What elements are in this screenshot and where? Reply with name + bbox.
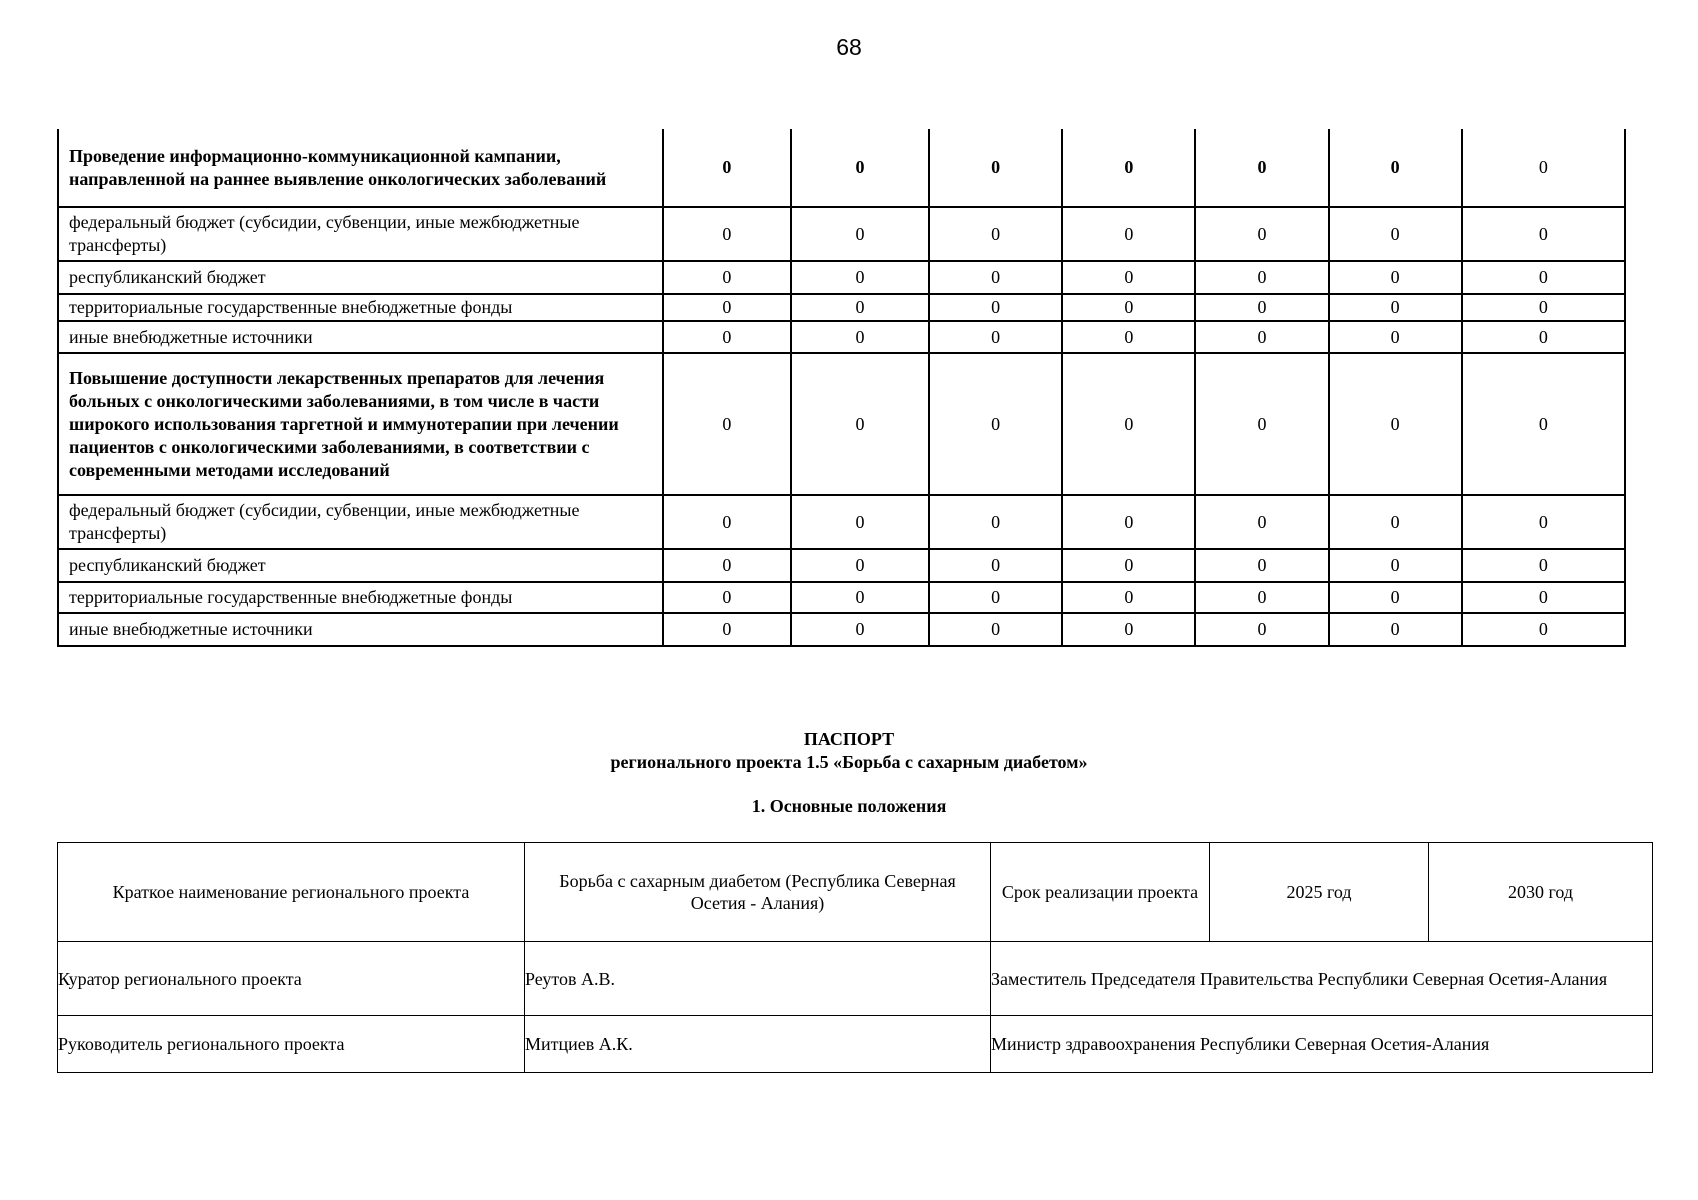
row-label: территориальные государственные внебюджетные фонды [58,294,663,321]
value-cell: 0 [1195,613,1328,646]
value-cell: 0 [1062,495,1195,549]
value-cell: 0 [1329,294,1462,321]
value-cell: 0 [663,613,791,646]
value-cell: 0 [929,129,1062,207]
value-cell: 0 [1462,129,1625,207]
value-cell: 0 [1462,582,1625,613]
value-cell: 0 [929,495,1062,549]
value-cell: 0 [791,321,929,353]
short-name-value: Борьба с сахарным диабетом (Республика Северная Осетия - Алания) [525,843,991,942]
value-cell: 0 [1462,549,1625,582]
value-cell: 0 [1462,495,1625,549]
short-name-label: Краткое наименование регионального проекта [58,843,525,942]
end-year: 2030 год [1429,843,1653,942]
value-cell: 0 [663,261,791,294]
value-cell: 0 [1062,582,1195,613]
value-cell: 0 [929,321,1062,353]
value-cell: 0 [663,549,791,582]
value-cell: 0 [663,495,791,549]
table-row [58,549,1625,582]
passport-subtitle: регионального проекта 1.5 «Борьба с сахарным диабетом» [610,752,1088,772]
value-cell: 0 [1329,261,1462,294]
project-info-table [57,842,1653,1073]
value-cell: 0 [1195,294,1328,321]
value-cell: 0 [663,353,791,495]
value-cell: 0 [1062,321,1195,353]
value-cell: 0 [929,207,1062,261]
value-cell: 0 [1062,129,1195,207]
value-cell: 0 [929,613,1062,646]
value-cell: 0 [663,207,791,261]
value-cell: 0 [1329,129,1462,207]
curator-position: Заместитель Председателя Правительства Республики Северная Осетия-Алания [991,942,1653,1016]
table-row [58,942,1653,1016]
row-label: иные внебюджетные источники [58,613,663,646]
section-title: 1. Основные положения [751,796,947,816]
value-cell: 0 [929,353,1062,495]
value-cell: 0 [1329,582,1462,613]
value-cell: 0 [1329,207,1462,261]
value-cell: 0 [791,549,929,582]
curator-name: Реутов А.В. [525,942,991,1016]
value-cell: 0 [663,294,791,321]
value-cell: 0 [1329,321,1462,353]
row-label: федеральный бюджет (субсидии, субвенции, иные межбюджетные трансферты) [58,207,663,261]
row-label: Повышение доступности лекарственных препаратов для лечения больных с онкологическими заболеваниями, в том числе в части широкого использования таргетной и иммунотерапии при лечении пациентов с онкологическими заболеваниями, в соответствии с современными методами исследований [58,353,663,495]
table-row [58,495,1625,549]
row-label: федеральный бюджет (субсидии, субвенции, иные межбюджетные трансферты) [58,495,663,549]
value-cell: 0 [791,613,929,646]
value-cell: 0 [929,582,1062,613]
table-row [58,1016,1653,1073]
value-cell: 0 [1195,261,1328,294]
value-cell: 0 [1062,294,1195,321]
value-cell: 0 [663,321,791,353]
value-cell: 0 [1329,549,1462,582]
table-row [58,582,1625,613]
value-cell: 0 [1195,321,1328,353]
value-cell: 0 [791,207,929,261]
value-cell: 0 [1195,353,1328,495]
value-cell: 0 [1195,129,1328,207]
value-cell: 0 [791,353,929,495]
start-year: 2025 год [1210,843,1429,942]
value-cell: 0 [929,549,1062,582]
value-cell: 0 [1462,613,1625,646]
table-row [58,207,1625,261]
value-cell: 0 [1195,549,1328,582]
passport-title: ПАСПОРТ [803,729,895,749]
row-label: республиканский бюджет [58,261,663,294]
value-cell: 0 [1329,353,1462,495]
curator-label: Куратор регионального проекта [58,942,525,1016]
value-cell: 0 [663,582,791,613]
passport-heading [0,728,1698,774]
row-label: территориальные государственные внебюджетные фонды [58,582,663,613]
table-row [58,353,1625,495]
table-row [58,294,1625,321]
value-cell: 0 [1062,207,1195,261]
table-row [58,321,1625,353]
value-cell: 0 [791,294,929,321]
value-cell: 0 [791,261,929,294]
head-label: Руководитель регионального проекта [58,1016,525,1073]
value-cell: 0 [1062,549,1195,582]
value-cell: 0 [791,129,929,207]
value-cell: 0 [1462,261,1625,294]
value-cell: 0 [791,495,929,549]
value-cell: 0 [1195,207,1328,261]
table-row [58,843,1653,942]
financing-table [57,129,1626,647]
table-row [58,613,1625,646]
value-cell: 0 [1462,294,1625,321]
value-cell: 0 [929,261,1062,294]
value-cell: 0 [1062,353,1195,495]
value-cell: 0 [1329,613,1462,646]
value-cell: 0 [791,582,929,613]
row-label: Проведение информационно-коммуникационной кампании, направленной на раннее выявление онкологических заболеваний [58,129,663,207]
value-cell: 0 [1195,495,1328,549]
value-cell: 0 [663,129,791,207]
head-position: Министр здравоохранения Республики Северная Осетия-Алания [991,1016,1653,1073]
table-row [58,129,1625,207]
value-cell: 0 [1195,582,1328,613]
row-label: республиканский бюджет [58,549,663,582]
value-cell: 0 [1462,353,1625,495]
value-cell: 0 [1062,613,1195,646]
term-label: Срок реализации проекта [991,843,1210,942]
value-cell: 0 [1062,261,1195,294]
value-cell: 0 [929,294,1062,321]
page-number: 68 [836,34,862,60]
value-cell: 0 [1329,495,1462,549]
table-row [58,261,1625,294]
head-name: Митциев А.К. [525,1016,991,1073]
value-cell: 0 [1462,321,1625,353]
row-label: иные внебюджетные источники [58,321,663,353]
value-cell: 0 [1462,207,1625,261]
